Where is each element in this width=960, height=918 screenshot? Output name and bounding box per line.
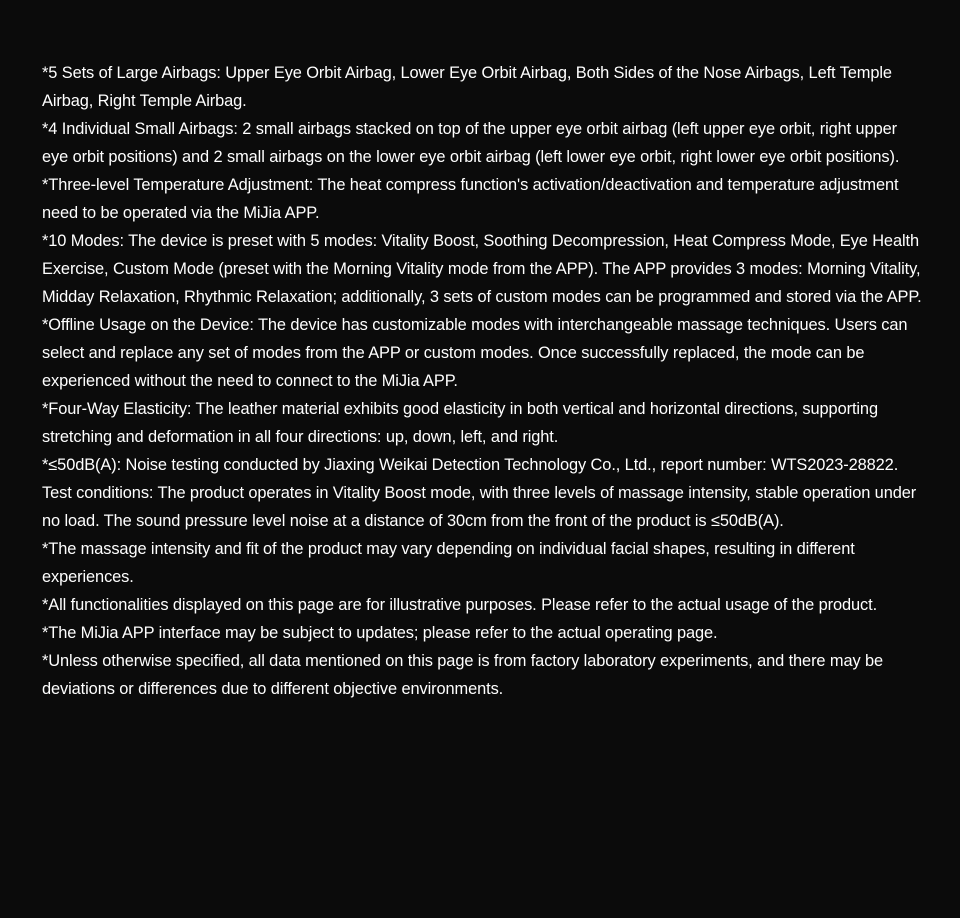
note-laboratory-data: *Unless otherwise specified, all data mentioned on this page is from factory laboratory experiments, and there may be deviations or differences due to different objective environments. <box>42 652 884 698</box>
note-offline-usage: *Offline Usage on the Device: The device has customizable modes with interchangeable massage techniques. Users can select and replace any set of modes from the APP or custom modes. Once successfully replaced, the mode can be experienced without the need to connect to the MiJia APP. <box>42 316 908 390</box>
note-noise-level: *≤50dB(A): Noise testing conducted by Jiaxing Weikai Detection Technology Co., Ltd., report number: WTS2023-28822. Test conditions: The product operates in Vitality Boost mode, with three levels of massage intensity, stable operation under no load. The sound pressure level noise at a distance of 30cm from the front of the product is ≤50dB(A). <box>42 456 917 530</box>
note-app-interface-updates: *The MiJia APP interface may be subject to updates; please refer to the actual operating page. <box>42 624 718 642</box>
note-temperature-adjustment: *Three-level Temperature Adjustment: The heat compress function's activation/deactivation and temperature adjustment need to be operated via the MiJia APP. <box>42 176 899 222</box>
note-illustrative-purposes: *All functionalities displayed on this page are for illustrative purposes. Please refer to the actual usage of the product. <box>42 596 878 614</box>
note-small-airbags: *4 Individual Small Airbags: 2 small airbags stacked on top of the upper eye orbit airbag (left upper eye orbit, right upper eye orbit positions) and 2 small airbags on the lower eye orbit airbag (left lower eye orbit, right lower eye orbit positions). <box>42 120 900 166</box>
note-massage-intensity: *The massage intensity and fit of the product may vary depending on individual facial shapes, resulting in different experiences. <box>42 540 855 586</box>
note-ten-modes: *10 Modes: The device is preset with 5 modes: Vitality Boost, Soothing Decompression, Heat Compress Mode, Eye Health Exercise, Custom Mode (preset with the Morning Vitality mode from the APP). The APP provides 3 modes: Morning Vitality, Midday Relaxation, Rhythmic Relaxation; additionally, 3 sets of custom modes can be programmed and stored via the APP. <box>42 232 922 306</box>
note-four-way-elasticity: *Four-Way Elasticity: The leather material exhibits good elasticity in both vertical and horizontal directions, supporting stretching and deformation in all four directions: up, down, left, and right. <box>42 400 878 446</box>
note-large-airbags: *5 Sets of Large Airbags: Upper Eye Orbit Airbag, Lower Eye Orbit Airbag, Both Sides of the Nose Airbags, Left Temple Airbag, Right Temple Airbag. <box>42 64 892 110</box>
product-notes-list <box>42 59 924 703</box>
